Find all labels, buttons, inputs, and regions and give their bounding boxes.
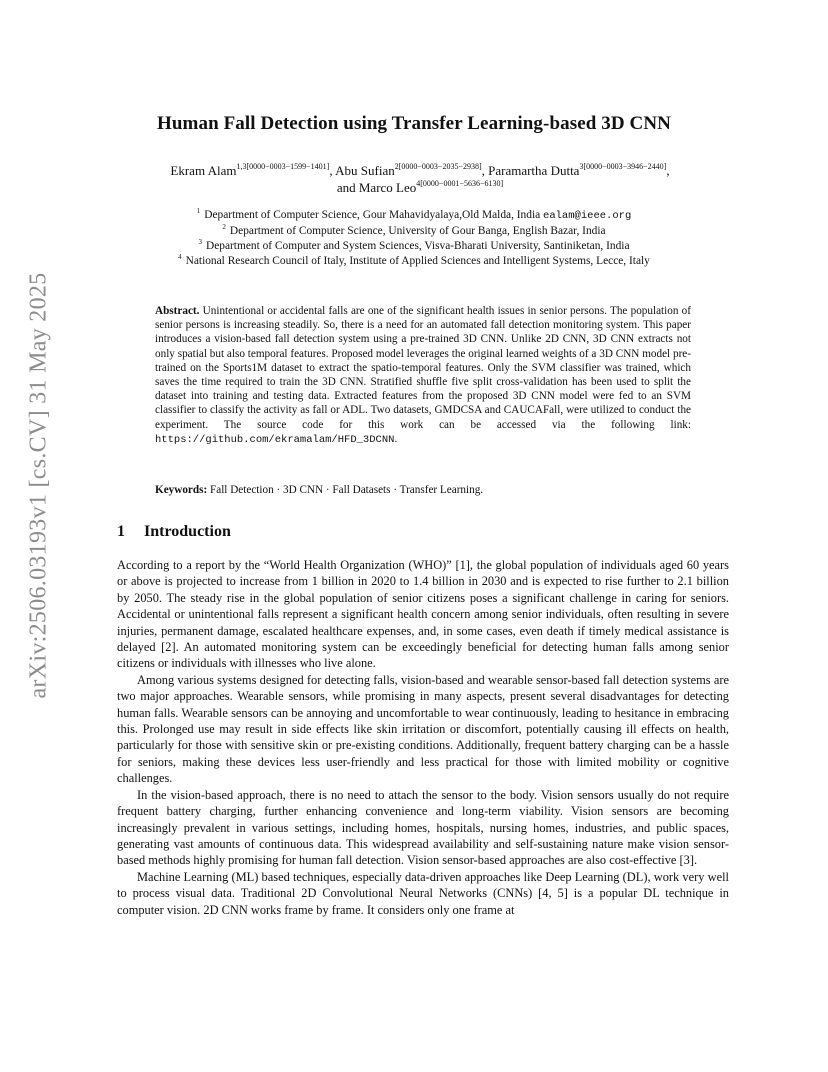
abstract-end: . (394, 432, 398, 445)
author-list (170, 162, 670, 196)
arxiv-identifier: arXiv:2506.03193v1 [cs.CV] 31 May 2025 (25, 271, 52, 699)
affiliation (90, 224, 738, 239)
abstract-text: Unintentional or accidental falls are one of the significant health issues in senior persons. The population of senior persons is increasing steadily. So, there is a need for an automated fall detection monitoring system. This paper introduces a vision-based fall detection system using a pre-trained 3D CNN. Unlike 2D CNN, 3D CNN extracts not only spatial but also temporal features. Proposed model leverages the original learned weights of a 3D CNN model pre-trained on the Sports1M dataset to extract the spatio-temporal features. Only the SVM classifier was trained, which saves the time required to train the 3D CNN. Stratified shuffle five split cross-validation has been used to split the dataset into training and testing data. Extracted features from the proposed 3D CNN model were fed to an SVM classifier to classify the activity as fall or ADL. Two datasets, GMDCSA and CAUCAFall, were utilized to conduct the experiment. The source code for this work can be accessed via the following link: (155, 305, 691, 431)
affiliation-number: 4 (178, 253, 182, 261)
section-number: 1 (117, 523, 125, 540)
introduction-body (117, 557, 729, 918)
body-paragraph: Machine Learning (ML) based techniques, especially data-driven approaches like Deep Learning (DL), work very well to process visual data. Traditional 2D Convolutional Neural Networks (CNNs) [4, 5] is a popular DL technique in computer vision. 2D CNN works frame by frame. It considers only one frame at (117, 869, 729, 917)
author-separator: , (481, 163, 489, 178)
source-code-link[interactable]: https://github.com/ekramalam/HFD_3DCNN (155, 433, 395, 446)
affiliation (90, 254, 738, 269)
author-affiliation-orcid: 1,3[0000−0003−1599−1401] (236, 162, 330, 171)
author-affiliation-orcid: 4[0000−0001−5636−6130] (416, 179, 504, 188)
author-name: Marco Leo (358, 180, 417, 195)
affiliation-number: 2 (222, 223, 226, 231)
author-affiliation-orcid: 3[0000−0003−3946−2440] (579, 162, 667, 171)
author-name: Abu Sufian (335, 163, 395, 178)
body-paragraph: Among various systems designed for detecting falls, vision-based and wearable sensor-based fall detection systems are two major approaches. Wearable sensors, while promising in many aspects, present several disadvantages for detecting human falls. Wearable sensors can be annoying and uncomfortable to wear continuously, leading to hesitance in embracing this. Prolonged use may result in side effects like skin irritation or discomfort, potentially causing ill effects on health, particularly for those with sensitive skin or pre-existing conditions. Additionally, frequent battery charging can be a hassle for seniors, making these devices less user-friendly and less practical for those with limited mobility or cognitive challenges. (117, 672, 729, 786)
author-separator: , and (336, 163, 670, 195)
author-email: ealam@ieee.org (543, 210, 632, 222)
affiliation (90, 239, 738, 254)
keywords (155, 483, 691, 497)
section-heading (117, 523, 417, 541)
author-affiliation-orcid: 2[0000−0003−2035−2938] (394, 162, 482, 171)
affiliation-text: National Research Council of Italy, Institute of Applied Sciences and Intelligent Systems, Lecce, Italy (185, 255, 650, 267)
body-paragraph: In the vision-based approach, there is no need to attach the sensor to the body. Vision sensors usually do not require frequent battery charging, further enhancing convenience and long-term viability. Vision sensors are becoming increasingly prevalent in various settings, including homes, hospitals, nursing homes, industries, and public spaces, generating vast amounts of continuous data. This widespread availability and self-sustaining nature make vision sensor-based methods highly promising for human fall detection. Vision sensor-based approaches are also cost-effective [3]. (117, 787, 729, 868)
affiliation-text: Department of Computer Science, University of Gour Banga, English Bazar, India (229, 225, 606, 237)
abstract (155, 304, 691, 447)
affiliation (90, 208, 738, 224)
keywords-label: Keywords: (155, 484, 208, 496)
affiliation-number: 3 (198, 238, 202, 246)
affiliation-text: Department of Computer and System Sciences, Visva-Bharati University, Santiniketan, India (205, 240, 630, 252)
keywords-text: Fall Detection · 3D CNN · Fall Datasets · Transfer Learning. (210, 484, 484, 496)
body-paragraph: According to a report by the “World Health Organization (WHO)” [1], the global population of individuals aged 60 years or above is projected to increase from 1 billion in 2020 to 1.4 billion in 2030 and is expected to rise further to 2.1 billion by 2050. The steady rise in the global population of senior citizens poses a significant challenge in caring for seniors. Accidental or unintentional falls represent a significant health concern among senior individuals, often resulting in severe injuries, permanent damage, escalated healthcare expenses, and, in some cases, even death if timely medical assistance is delayed [2]. An automated monitoring system can be exceedingly beneficial for detecting human falls among senior citizens or individuals with illnesses who live alone. (117, 558, 729, 671)
arxiv-identifier-stamp (22, 271, 56, 699)
affiliation-list (90, 208, 738, 269)
author-name: Paramartha Dutta (488, 163, 580, 178)
paper-title: Human Fall Detection using Transfer Learning-based 3D CNN (157, 113, 671, 134)
author-separator: , (329, 163, 336, 178)
author-name: Ekram Alam (170, 163, 237, 178)
abstract-label: Abstract. (155, 305, 200, 317)
affiliation-number: 1 (196, 207, 201, 215)
section-title: Introduction (144, 523, 231, 540)
affiliation-text: Department of Computer Science, Gour Mahavidyalaya,Old Malda, India (204, 209, 544, 221)
